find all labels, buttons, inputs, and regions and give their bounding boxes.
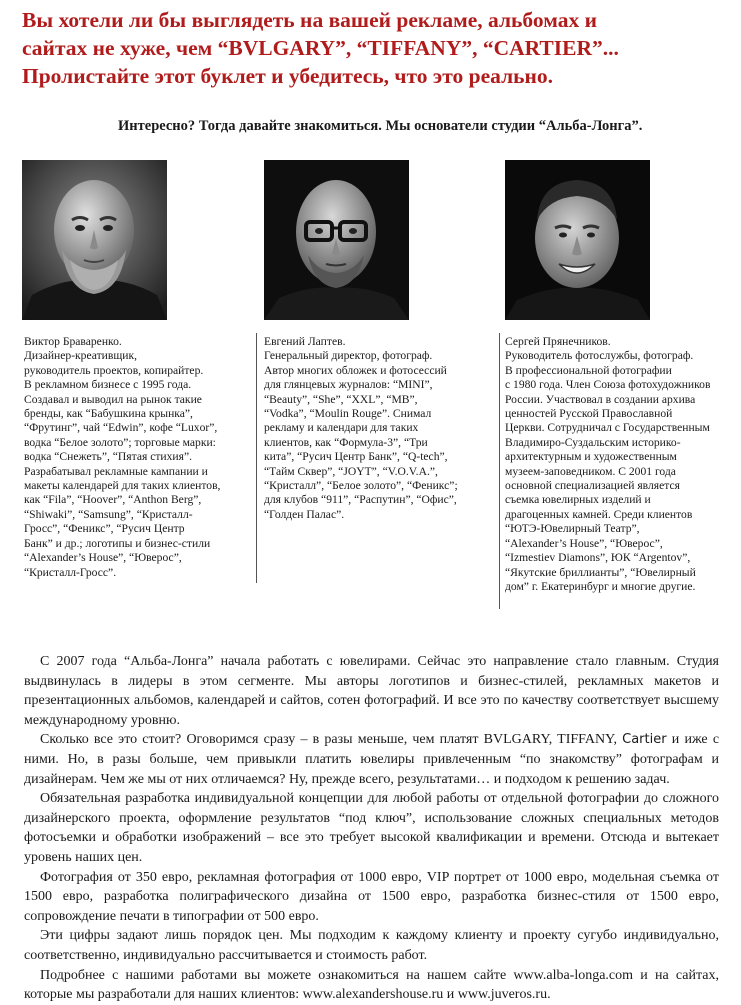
bio-line: “Izmestiev Diamons”, ЮК “Argentov”, bbox=[505, 551, 691, 565]
paragraph bbox=[24, 730, 719, 789]
bio-line: кита”, “Русич Центр Банк”, “Q-tech”, bbox=[264, 450, 448, 464]
bio-line: дом” г. Екатеринбург и многие другие. bbox=[505, 579, 696, 593]
bio-line: драгоценных камней. Среди клиентов bbox=[505, 507, 693, 521]
headline bbox=[22, 6, 722, 90]
bio-line: “Shiwaki”, “Samsung”, “Кристалл- bbox=[24, 507, 193, 521]
paragraph: Фотография от 350 евро, рекламная фотография от 1000 евро, VIP портрет от 1000 евро, модельная съемка от 1500 евро, разработка полиграфического дизайна от 1500 евро, разработка бизнес-стиля от 1500 евро, сопровождение печати в типографии от 500 евро. bbox=[24, 869, 719, 924]
headline-line: Пролистайте этот буклет и убедитесь, что это реально. bbox=[22, 64, 554, 88]
bio-line: “Alexander’s House”, “Юверос”, bbox=[24, 551, 182, 565]
bio-line: “ЮТЭ-Ювелирный Театр”, bbox=[505, 522, 640, 536]
bio-line: Церкви. Сотрудничал с Государственным bbox=[505, 421, 710, 435]
paragraph: Обязательная разработка индивидуальной концепции для любой работы от отдельной фотографии до сложного дизайнерского проекта, оформление результатов “под ключ”, использование сложных специальных методов фотосъемки и обработки изображений – все это требует высокой квалификации и времени. Отсюда и вытекает уровень наших цен. bbox=[24, 791, 719, 865]
bio-line: “Vodka”, “Moulin Rouge”. Снимал bbox=[264, 407, 432, 421]
founder-bio-bravarenko bbox=[24, 335, 250, 580]
bio-line: Банк” и др.; логотипы и бизнес-стили bbox=[24, 536, 211, 550]
bio-line: Сергей Прянечников. bbox=[505, 335, 611, 348]
brand-cartier: Cartier bbox=[622, 732, 667, 748]
bio-line: съемка ювелирных изделий и bbox=[505, 493, 651, 507]
bio-line: Разрабатывал рекламные кампании и bbox=[24, 464, 208, 478]
bio-line: Виктор Браваренко. bbox=[24, 335, 122, 348]
bio-line: “Кристалл-Гросс”. bbox=[24, 565, 117, 579]
bio-line: “Голден Палас”. bbox=[264, 507, 345, 521]
body-text bbox=[24, 652, 719, 1005]
bio-line: России. Участвовал в создании архива bbox=[505, 392, 696, 406]
bio-line: В профессиональной фотографии bbox=[505, 363, 672, 377]
bio-line: бренды, как “Бабушкина крынка”, bbox=[24, 407, 193, 421]
bio-line: “Alexander’s House”, “Юверос”, bbox=[505, 536, 663, 550]
bio-line: водка “Белое золото”; торговые марки: bbox=[24, 435, 216, 449]
bio-line: Владимиро-Суздальским историко- bbox=[505, 435, 681, 449]
paragraph: С 2007 года “Альба-Лонга” начала работать с ювелирами. Сейчас это направление стало главным. Студия выдвинулась в лидеры в этом сегменте. Мы авторы логотипов и бизнес-стилей, рекламных макетов и презентационных альбомов, календарей и сайтов, сотен фотографий. И все это по качеству соответствует высшему международному уровню. bbox=[24, 654, 719, 728]
founder-bio-pryanechnikov bbox=[505, 335, 727, 594]
bio-line: клиентов, как “Формула-3”, “Три bbox=[264, 435, 428, 449]
bio-line: Евгений Лаптев. bbox=[264, 335, 346, 348]
bio-line: “Beauty”, “She”, “XXL”, “MB”, bbox=[264, 392, 418, 406]
bio-line: руководитель проектов, копирайтер. bbox=[24, 363, 204, 377]
bio-line: Дизайнер-креативщик, bbox=[24, 349, 138, 363]
bio-line: для глянцевых журналов: “MINI”, bbox=[264, 378, 433, 392]
intro-line: Интересно? Тогда давайте знакомиться. Мы основатели студии “Альба-Лонга”. bbox=[118, 118, 643, 134]
bio-line: ценностей Русской Православной bbox=[505, 407, 673, 421]
bio-line: Создавал и выводил на рынок такие bbox=[24, 392, 202, 406]
bio-line: “Фрутинг”, чай “Edwin”, кофе “Luxor”, bbox=[24, 421, 218, 435]
bio-line: как “Fila”, “Hoover”, “Anthon Berg”, bbox=[24, 493, 202, 507]
bio-line: “Якутские бриллианты”, “Ювелирный bbox=[505, 565, 696, 579]
bio-line: Генеральный директор, фотограф. bbox=[264, 349, 433, 363]
bio-line: макеты календарей для таких клиентов, bbox=[24, 479, 221, 493]
bio-line: рекламу и календари для таких bbox=[264, 421, 419, 435]
portrait-smiling-man-icon bbox=[505, 160, 650, 320]
paragraph: Подробнее с нашими работами вы можете ознакомиться на нашем сайте www.alba-longa.com и на сайтах, которые мы разработали для наших клиентов: www.alexandershouse.ru и www.juveros.ru. bbox=[24, 967, 719, 1003]
bio-line: Руководитель фотослужбы, фотограф. bbox=[505, 349, 694, 363]
bio-line: с 1980 года. Член Союза фотохудожников bbox=[505, 378, 711, 392]
bio-line: В рекламном бизнесе с 1995 года. bbox=[24, 378, 192, 392]
bio-line: “Кристалл”, “Белое золото”, “Феникс”; bbox=[264, 479, 458, 493]
headline-line: сайтах не хуже, чем “BVLGARY”, “TIFFANY”, “CARTIER”... bbox=[22, 36, 619, 60]
bio-line: Автор многих обложек и фотосессий bbox=[264, 363, 447, 377]
column-divider bbox=[256, 333, 257, 583]
bio-line: водка “Снежеть”, “Пятая стихия”. bbox=[24, 450, 193, 464]
paragraph: Эти цифры задают лишь порядок цен. Мы подходим к каждому клиенту и проекту сугубо индивидуально, соответственно, индивидуально рассчитывается и стоимость работ. bbox=[24, 928, 719, 963]
bio-line: основной специализацией является bbox=[505, 479, 680, 493]
headline-line: Вы хотели ли бы выглядеть на вашей рекламе, альбомах и bbox=[22, 8, 597, 32]
bio-line: “Тайм Сквер”, “JOYT”, “V.O.V.A.”, bbox=[264, 464, 438, 478]
bio-line: Гросс”, “Феникс”, “Русич Центр bbox=[24, 522, 185, 536]
column-divider bbox=[499, 333, 500, 609]
founder-bio-laptev bbox=[264, 335, 492, 522]
paragraph-text: и иже с ними. Но, в разы больше, чем привыкли платить ювелиры привлеченным “по знакомству” фотографам и дизайнерам. Чем же мы от них отличаемся? Ну, прежде всего, результатами… и подходом к решению задач. bbox=[24, 732, 720, 787]
portrait-man-with-glasses-icon bbox=[264, 160, 409, 320]
bio-line: для клубов “911”, “Распутин”, “Офис”, bbox=[264, 493, 457, 507]
portrait-bald-bearded-man-icon bbox=[22, 160, 167, 320]
bio-line: музеем-заповедником. С 2001 года bbox=[505, 464, 676, 478]
paragraph-text: Сколько все это стоит? Оговоримся сразу – в разы меньше, чем платят BVLGARY, TIFFANY, bbox=[40, 732, 617, 748]
bio-line: архитектурным и художественным bbox=[505, 450, 677, 464]
